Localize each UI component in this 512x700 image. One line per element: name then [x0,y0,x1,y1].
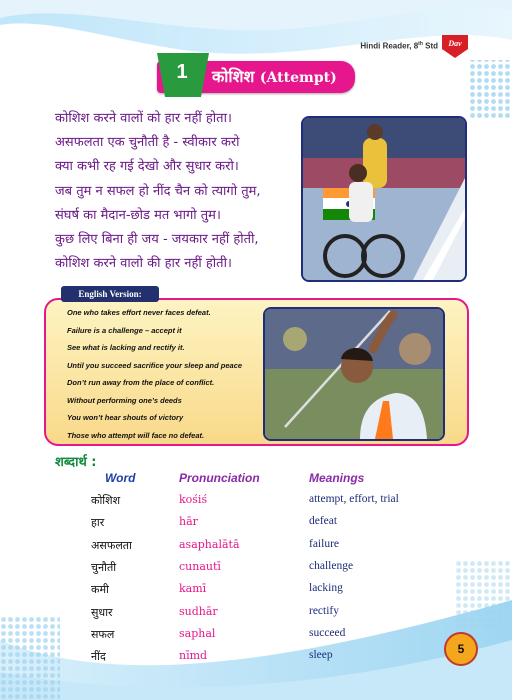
book-title: Hindi Reader, 8th Std [360,41,438,51]
vocab-pronunciation: kamī [179,582,207,596]
javelin-thrower-photo [263,307,445,441]
page-number: 5 [444,632,478,666]
poem-line: असफलता एक चुनौती है - स्वीकार करो [55,135,240,151]
vocab-meaning: rectify [309,604,340,617]
vocab-meaning: lacking [309,582,343,595]
vocab-meaning: attempt, effort, trial [309,493,399,505]
poem [55,107,261,276]
vocab-pronunciation: nīmd [179,649,208,663]
poem-line: कुछ लिए बिना ही जय - जयकार नहीं होती, [55,232,259,248]
english-line: See what is lacking and rectify it. [67,343,185,352]
vocab-row [0,515,512,537]
vocab-row [0,605,512,627]
vocab-pronunciation: saphal [179,626,216,640]
vocab-row [0,582,512,604]
vocab-row [0,560,512,582]
english-line: Failure is a challenge – accept it [67,325,182,335]
vocab-row [0,649,512,671]
vocab-meaning: challenge [309,559,354,572]
column-header-word: Word [105,471,136,485]
brand-logo [440,33,470,59]
english-version-lines [67,304,242,444]
vocab-word: असफलता [91,538,132,552]
vocab-word: कमी [91,583,109,597]
vocab-pronunciation: asaphalātā [179,537,240,551]
vocabulary-heading: शब्दार्थ : [55,455,97,470]
poem-line: क्या कभी रह गई देखो और सुधार करो। [55,159,239,175]
english-line: You won’t hear shouts of victory [67,413,184,422]
vocab-word: सुधार [91,605,113,619]
vocab-meaning: sleep [309,649,333,662]
poem-line: कोशिश करने वालो की हार नहीं होती। [55,256,232,272]
english-version-label: English Version: [61,286,159,302]
vocab-pronunciation: cunautī [179,559,221,573]
lesson-title: कोशिश (Attempt) [212,67,337,86]
vocab-word: कोशिश [91,494,121,507]
english-line: Without performing one’s deeds [67,395,182,405]
vocab-word: सफल [91,627,115,641]
vocab-word: चुनौती [91,560,117,574]
column-header-meanings: Meanings [309,471,365,485]
vocab-word: नींद [91,650,106,664]
english-line: Don’t run away from the place of conflict. [67,378,215,387]
vocab-pronunciation: hār [179,515,198,529]
english-line: One who takes effort never faces defeat. [67,308,211,317]
vocab-pronunciation: kośiś [179,493,208,506]
english-line: Those who attempt will face no defeat. [67,430,205,440]
vocab-row [0,627,512,649]
english-line: Until you succeed sacrifice your sleep and peace [67,360,243,370]
lesson-number: 1 [176,61,188,83]
wheelchair-athlete-photo [301,116,467,282]
poem-line: कोशिश करने वालों को हार नहीं होता। [55,111,232,126]
vocab-meaning: failure [309,537,340,550]
vocab-row [0,538,512,560]
vocab-meaning: defeat [309,515,338,528]
column-header-pronunciation: Pronunciation [179,471,260,485]
vocab-meaning: succeed [309,626,346,639]
poem-line: जब तुम न सफल हो नींद चैन को त्यागो तुम, [55,183,261,199]
vocab-row [0,493,512,515]
vocab-pronunciation: sudhār [179,604,218,618]
svg-text:Dav: Dav [448,39,462,48]
poem-line: संघर्ष का मैदान-छोड मत भागो तुम। [55,207,221,223]
vocab-word: हार [91,516,105,530]
